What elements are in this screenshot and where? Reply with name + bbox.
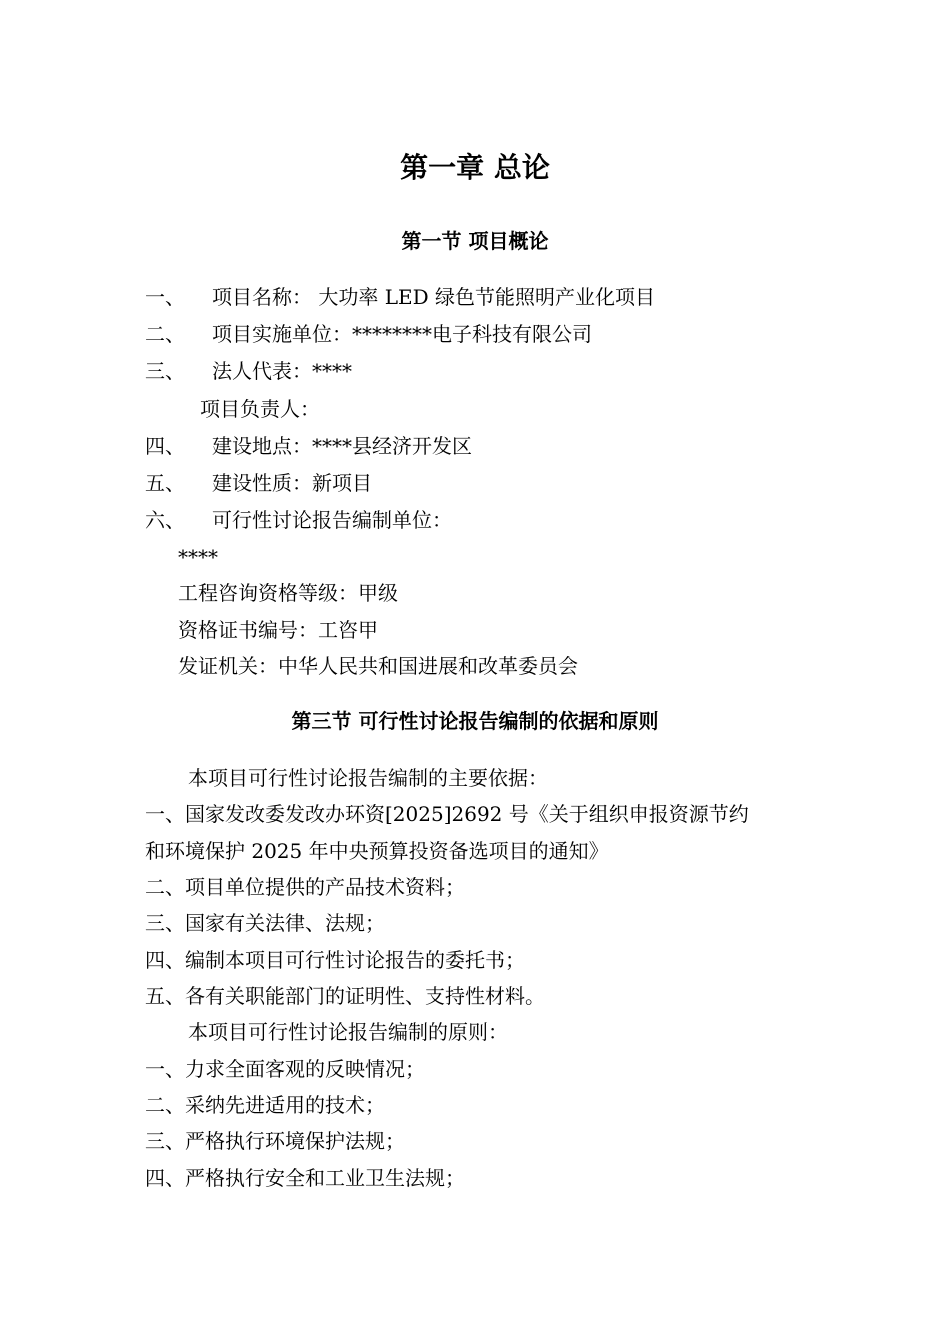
unit-name: ****	[178, 545, 218, 569]
basis-item: 三、国家有关法律、法规；	[145, 911, 385, 935]
principle-item: 四、严格执行安全和工业卫生法规；	[145, 1166, 465, 1190]
item-number: 五、	[145, 471, 185, 495]
principles-intro: 本项目可行性讨论报告编制的原则：	[188, 1020, 508, 1044]
basis-item: 一、国家发改委发改办环资[2025]2692 号《关于组织申报资源节约	[145, 802, 749, 826]
item-report-unit: 可行性讨论报告编制单位：	[212, 508, 452, 532]
item-construction-site: 建设地点：****县经济开发区	[212, 434, 472, 458]
item-number: 三、	[145, 359, 185, 383]
item-legal-representative: 法人代表：****	[212, 359, 352, 383]
basis-item: 二、项目单位提供的产品技术资料；	[145, 875, 465, 899]
basis-item: 五、各有关职能部门的证明性、支持性材料。	[145, 984, 545, 1008]
principle-item: 一、力求全面客观的反映情况；	[145, 1057, 425, 1081]
chapter-title: 第一章 总论	[400, 151, 550, 184]
item-project-leader: 项目负责人：	[200, 397, 320, 421]
item-number: 六、	[145, 508, 185, 532]
principle-item: 二、采纳先进适用的技术；	[145, 1093, 385, 1117]
item-number: 一、	[145, 285, 185, 309]
item-number: 二、	[145, 322, 185, 346]
basis-item-continued: 和环境保护 2025 年中央预算投资备选项目的通知》	[145, 839, 609, 863]
item-implementing-unit: 项目实施单位：********电子科技有限公司	[212, 322, 592, 346]
item-construction-nature: 建设性质：新项目	[212, 471, 372, 495]
item-number: 四、	[145, 434, 185, 458]
unit-certificate-number: 资格证书编号：工咨甲	[178, 618, 378, 642]
unit-issuing-authority: 发证机关：中华人民共和国进展和改革委员会	[178, 654, 578, 678]
basis-intro: 本项目可行性讨论报告编制的主要依据：	[188, 766, 548, 790]
item-project-name: 项目名称： 大功率 LED 绿色节能照明产业化项目	[212, 285, 655, 309]
principle-item: 三、严格执行环境保护法规；	[145, 1129, 405, 1153]
section-title-basis: 第三节 可行性讨论报告编制的依据和原则	[291, 709, 659, 733]
basis-item: 四、编制本项目可行性讨论报告的委托书；	[145, 948, 525, 972]
unit-qualification-grade: 工程咨询资格等级：甲级	[178, 581, 398, 605]
section-title-overview: 第一节 项目概论	[401, 229, 549, 253]
